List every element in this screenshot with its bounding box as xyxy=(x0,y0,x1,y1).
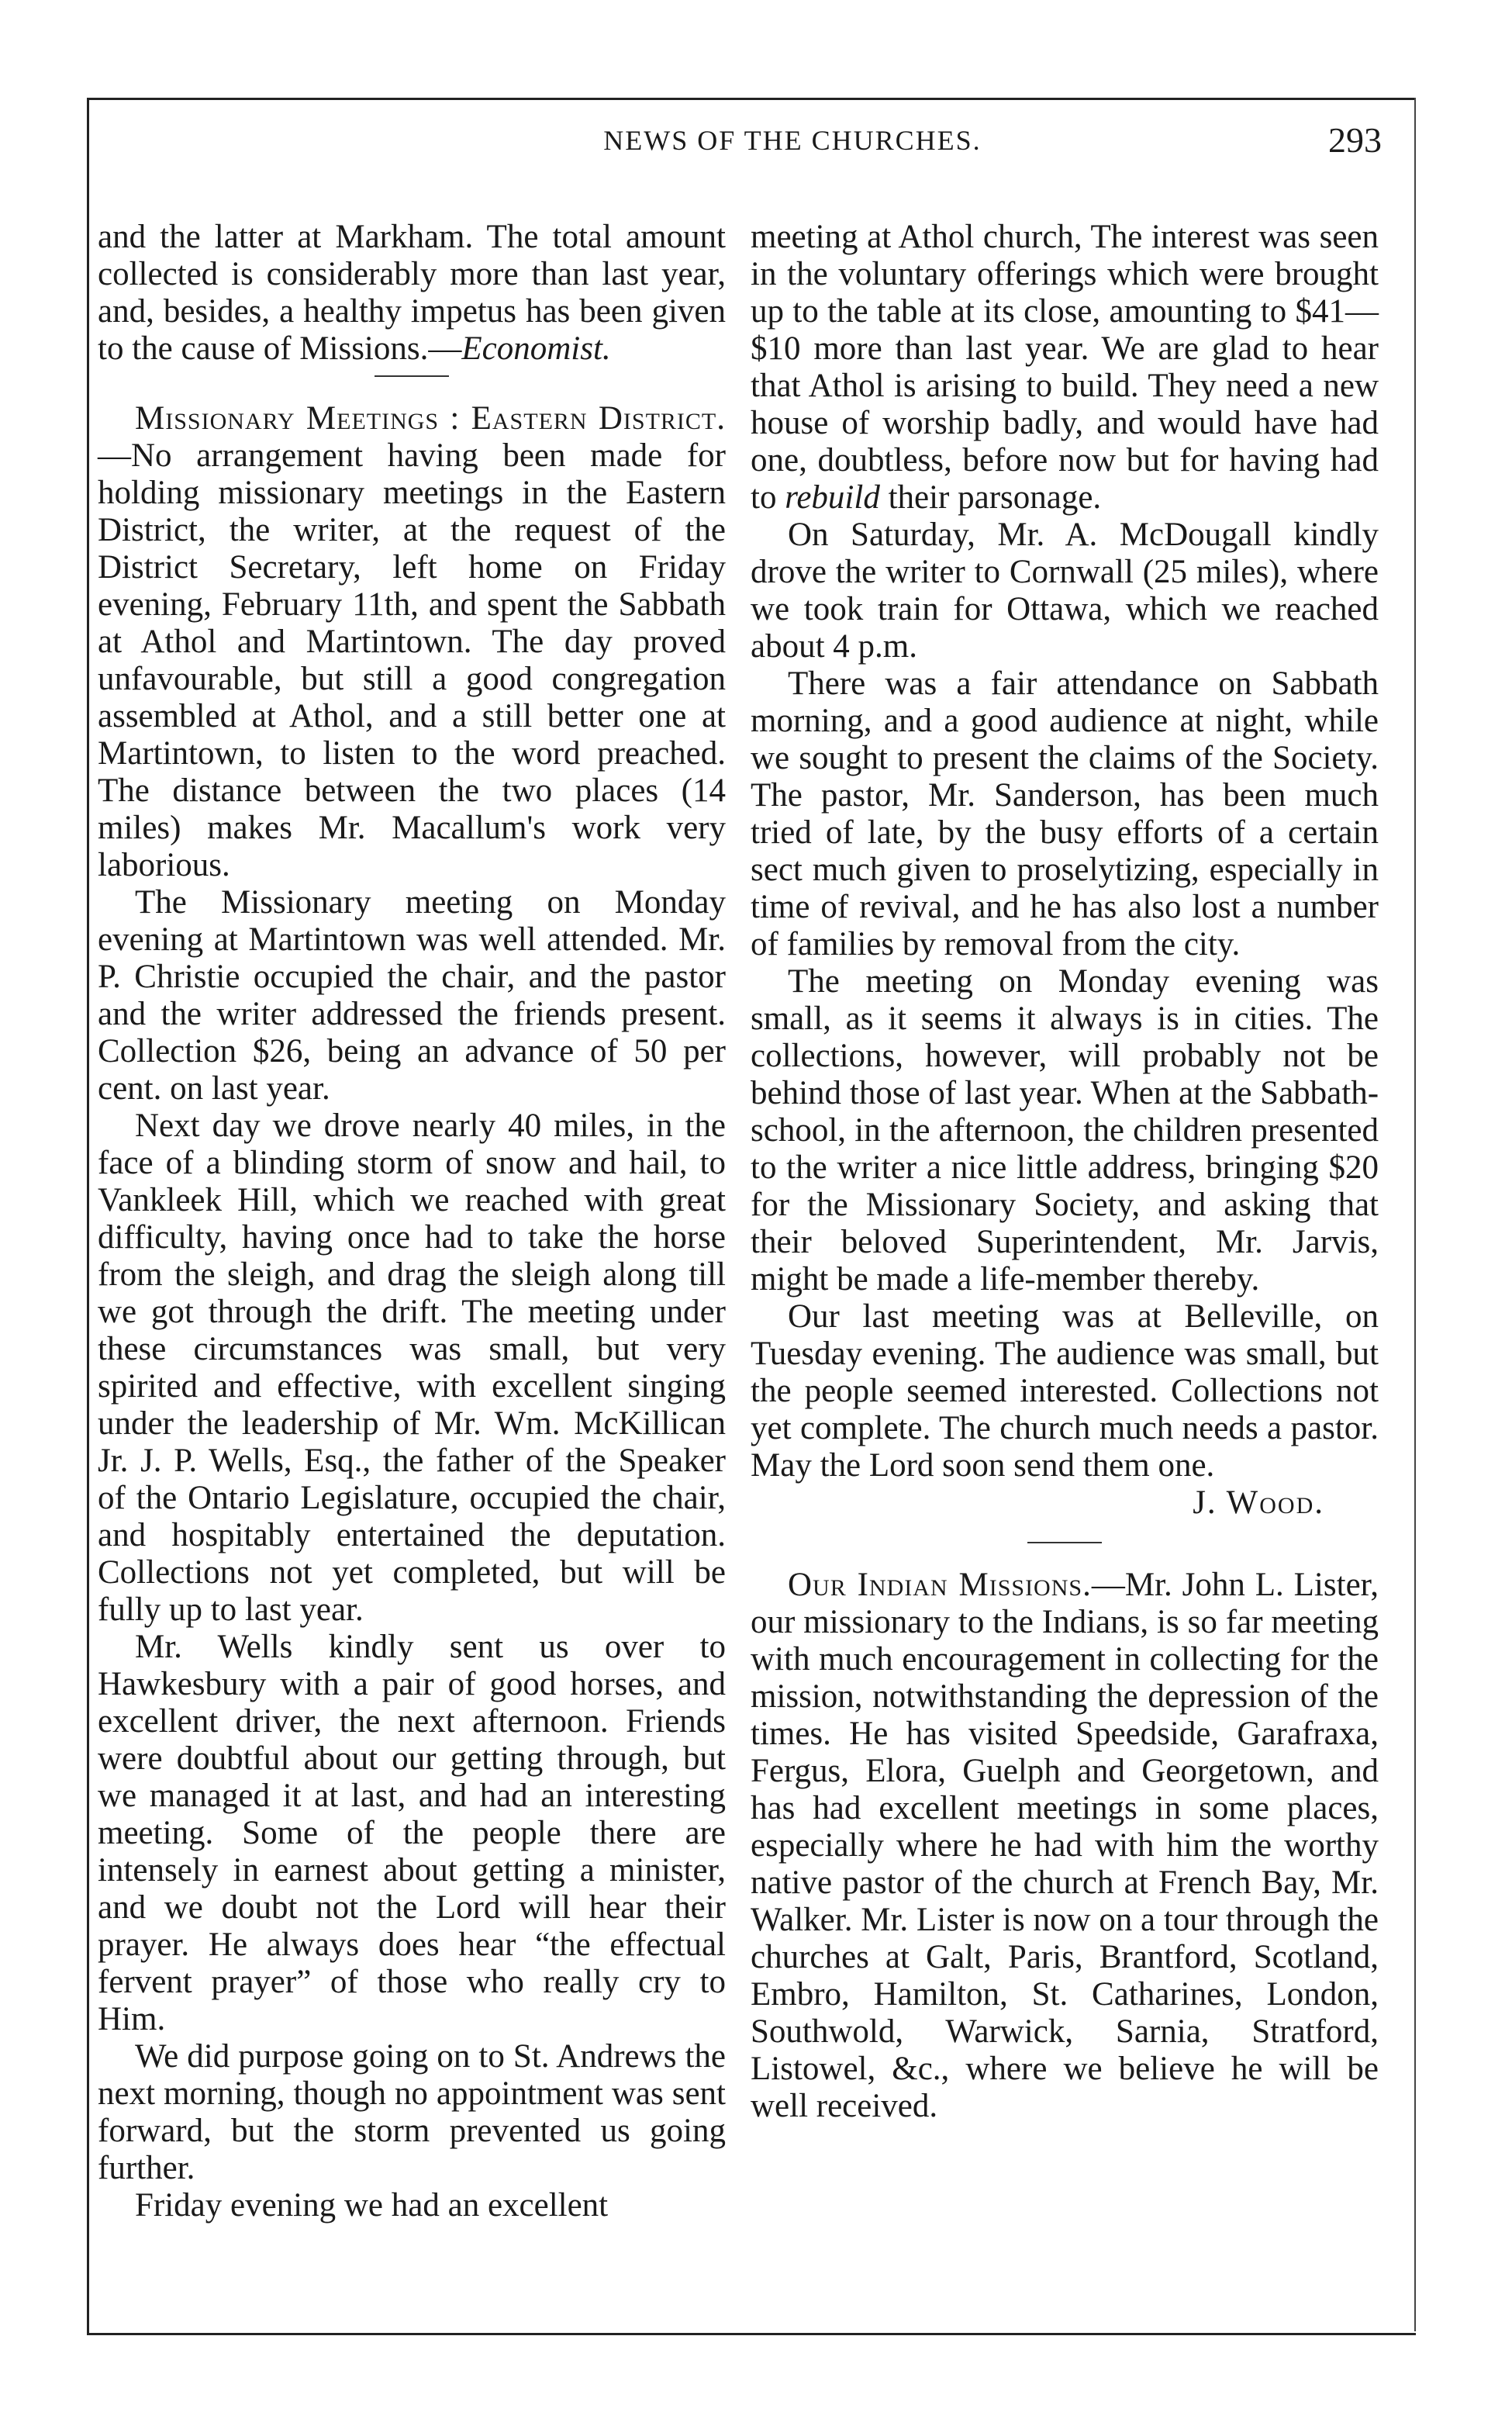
page-number: 293 xyxy=(1328,120,1382,160)
paragraph: The Missionary meeting on Monday evening at Martintown was well attended. Mr. P. Christie occupied the chair, and the pastor and the writer addressed the friends present. Collection $26, being an advance of 50 per cent. on last year. xyxy=(98,884,726,1107)
paragraph: Friday evening we had an excellent xyxy=(135,2187,609,2224)
page-bottom-rule xyxy=(87,2333,1416,2335)
paragraph: Next day we drove nearly 40 miles, in the face of a blinding storm of snow and hail, to Vankleek Hill, which we reached with great difficulty, having once had to take the horse from the sleigh, and drag the sleigh along till we got through the drift. The meeting under these circumstances was small, but very spirited and effective, with excellent singing under the leadership of Mr. Wm. McKillican Jr. J. P. Wells, Esq., the father of the Speaker of the Ontario Legislature, occupied the chair, and hospitably entertained the deputation. Collections not yet completed, but will be fully up to last year. xyxy=(98,1108,726,1628)
paragraph-text: their parsonage. xyxy=(879,479,1102,516)
paragraph-text: —No arrangement having been made for holding missionary meetings in the Eastern District, the writer, at the request of the District Secretary, left home on Friday evening, February 11th, and spent the Sabbath at Athol and Martintown. The day proved unfavourable, but still a good congregation assembled at Athol, and a still better one at Martintown, to listen to the word preached. The distance between the two places (14 miles) makes Mr. Macallum's work very laborious. xyxy=(98,437,726,883)
author-signature: J. Wood. xyxy=(1193,1484,1324,1521)
paragraph: We did purpose going on to St. Andrews the next morning, though no appointment was sent forward, but the storm prevented us going further. xyxy=(98,2038,726,2186)
paragraph xyxy=(751,1567,1379,2125)
running-title: NEWS OF THE CHURCHES. xyxy=(603,125,982,156)
paragraph-text: meeting at Athol church, The interest was seen in the voluntary offerings which were brought up to the table at its close, amounting to $41—$10 more than last year. We are glad to hear that Athol is arising to build. They need a new house of worship badly, and would have had one, doubtless, before now but for having had to xyxy=(751,219,1379,516)
right-column xyxy=(751,219,1379,2125)
section-heading: Missionary Meetings : Eastern District. xyxy=(135,400,726,437)
page-frame-right-rule xyxy=(1414,98,1416,2331)
paragraph: On Saturday, Mr. A. McDougall kindly drove the writer to Cornwall (25 miles), where we took train for Ottawa, which we reached about 4 p.m. xyxy=(751,517,1379,665)
paragraph-text: and the latter at Markham. The total amount collected is considerably more than last year, and, besides, a healthy impetus has been given to the cause of Missions.— xyxy=(98,219,726,367)
section-heading: Our Indian Missions. xyxy=(788,1567,1092,1603)
emphasis: rebuild xyxy=(785,479,880,516)
page-header xyxy=(87,120,1413,171)
source-credit: Economist. xyxy=(461,330,611,367)
section-divider xyxy=(1027,1542,1102,1543)
left-column xyxy=(98,219,726,2224)
paragraph-text: —Mr. John L. Lister, our missionary to the Indians, is so far meeting with much encouragement in collecting for the mission, notwithstanding the depression of the times. He has visited Speedside, Garafraxa, Fergus, Elora, Guelph and Georgetown, and has had excellent meetings in some places, especially where he had with him the worthy native pastor of the church at French Bay, Mr. Walker. Mr. Lister is now on a tour through the churches at Galt, Paris, Brantford, Scotland, Embro, Hamilton, St. Catharines, London, Southwold, Warwick, Sarnia, Stratford, Listowel, &c., where we believe he will be well received. xyxy=(751,1567,1379,2124)
paragraph: Our last meeting was at Belleville, on Tuesday evening. The audience was small, but the people seemed interested. Collections not yet complete. The church much needs a pastor. May the Lord soon send them one. xyxy=(751,1298,1379,1484)
section-divider xyxy=(375,375,449,377)
paragraph xyxy=(98,219,726,368)
paragraph: There was a fair attendance on Sabbath morning, and a good audience at night, while we sought to present the claims of the Society. The pastor, Mr. Sanderson, has been much tried of late, by the busy efforts of a certain sect much given to proselytizing, especially in time of revival, and he has also lost a number of families by removal from the city. xyxy=(751,665,1379,962)
paragraph: The meeting on Monday evening was small, as it seems it always is in cities. The collections, however, will probably not be behind those of last year. When at the Sabbath-school, in the afternoon, the children presented to the writer a nice little address, bringing $20 for the Missionary Society, and asking that their beloved Superintendent, Mr. Jarvis, might be made a life-member thereby. xyxy=(751,963,1379,1298)
paragraph: Mr. Wells kindly sent us over to Hawkesbury with a pair of good horses, and excellent driver, the next afternoon. Friends were doubtful about our getting through, but we managed it at last, and had an interesting meeting. Some of the people there are intensely in earnest about getting a minister, and we doubt not the Lord will hear their prayer. He always does hear “the effectual fervent prayer” of those who really cry to Him. xyxy=(98,1629,726,2037)
paragraph xyxy=(751,219,1379,517)
paragraph xyxy=(98,400,726,884)
